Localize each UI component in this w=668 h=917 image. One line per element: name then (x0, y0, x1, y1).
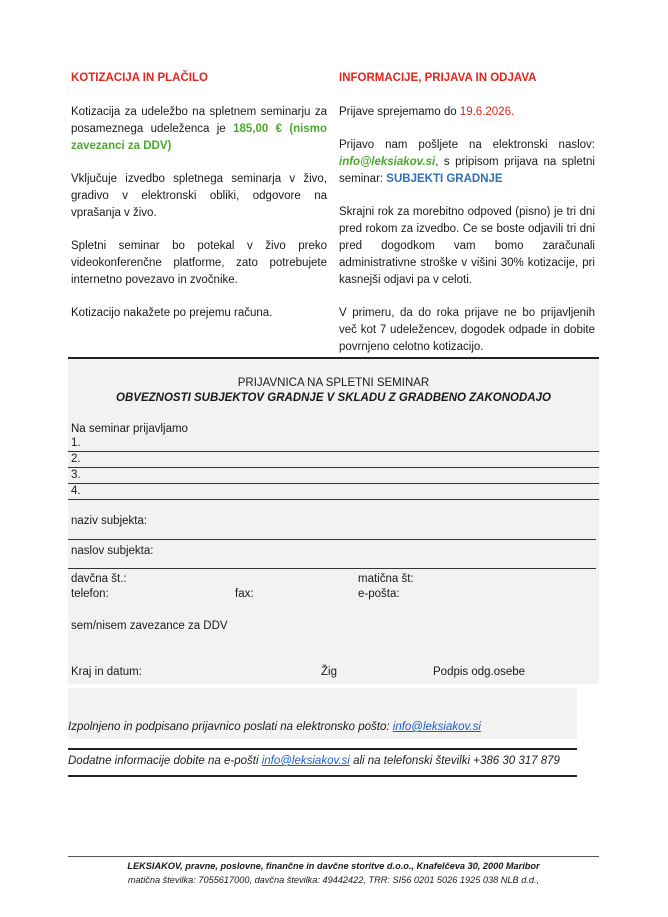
form-subtitle: OBVEZNOSTI SUBJEKTOV GRADNJE V SKLADU Z GRADBENO ZAKONODAJO (116, 392, 551, 404)
send-instructions (68, 721, 577, 733)
payment-paragraph: Kotizacijo nakažete po prejemu računa. (71, 307, 273, 319)
email-label: e-pošta: (358, 588, 400, 600)
participant-3-line[interactable] (68, 483, 599, 484)
deadline-paragraph (339, 104, 595, 121)
participants-label: Na seminar prijavljamo (71, 423, 188, 435)
participant-row-number: 4. (71, 485, 81, 497)
subject-note: SUBJEKTI GRADNJE (386, 173, 503, 185)
participant-row-number: 1. (71, 437, 81, 449)
contact-phone-text: ali na telefonski številki +386 30 317 879 (349, 755, 560, 767)
footer-company: LEKSIAKOV, pravne, poslovne, finančne in davčne storitve d.o.o., Knafelčeva 30, 2000 Maribor (127, 861, 540, 871)
registration-email[interactable]: info@leksiakov.si (339, 156, 436, 168)
registration-section (339, 70, 595, 372)
stamp-label: Žig (321, 666, 337, 678)
registration-form (68, 357, 599, 684)
subject-address-label: naslov subjekta: (71, 545, 154, 557)
registration-heading: INFORMACIJE, PRIJAVA IN ODJAVA (339, 72, 537, 84)
subject-address-line[interactable] (68, 568, 596, 569)
subject-name-label: naziv subjekta: (71, 515, 148, 527)
includes-paragraph: Vključuje izvedbo spletnega seminarja v živo, gradivo v elektronski obliki, odgovore na vprašanja v živo. (71, 173, 327, 219)
contact-text: Dodatne informacije dobite na e-pošti (68, 755, 262, 767)
minimum-participants-paragraph: V primeru, da do roka prijave ne bo prijavljenih več kot 7 udeležencev, dogodek odpade in dobite povrnjeno celotno kotizacijo. (339, 307, 595, 353)
price-value: 185,00 € (nismo zavezanci za DDV) (71, 123, 328, 152)
pricing-paragraph (71, 104, 327, 155)
deadline-text: Prijave sprejemamo do (339, 106, 460, 118)
fax-label: fax: (235, 588, 254, 600)
email-note: , s pripisom prijava na spletni seminar: (339, 156, 595, 185)
divider-bottom (68, 775, 577, 777)
footer-rule (68, 856, 599, 857)
participant-row-number: 3. (71, 469, 81, 481)
place-date-label: Kraj in datum: (71, 666, 142, 678)
subject-name-line[interactable] (68, 539, 596, 540)
send-instructions-text: Izpolnjeno in podpisano prijavnico poslati na elektronsko pošto: (68, 721, 393, 733)
footer-registration: matična številka: 7055617000, davčna številka: 49442422, TRR: SI56 0201 5026 1925 038 NLB d.d., (127, 875, 540, 885)
participant-1-line[interactable] (68, 451, 599, 452)
participant-4-line[interactable] (68, 499, 599, 500)
form-title: PRIJAVNICA NA SPLETNI SEMINAR (237, 377, 430, 389)
cancellation-paragraph: Skrajni rok za morebitno odpoved (pisno) je tri dni pred rokom za izvedbo. Ce se boste odjavili tri dni pred dogodkom vam bomo zaračunali administrativne stroške v višini 30% kotizacije, pri kasnejši odjavi pa v celoti. (339, 206, 595, 286)
pricing-heading: KOTIZACIJA IN PLAČILO (71, 72, 208, 84)
signature-label: Podpis odg.osebe (433, 666, 526, 678)
deadline-date: 19.6.2026. (459, 106, 515, 118)
pricing-section (71, 70, 327, 338)
email-paragraph (339, 137, 595, 188)
contact-email-link[interactable]: info@leksiakov.si (261, 755, 350, 767)
participant-row-number: 2. (71, 453, 81, 465)
email-text: Prijavo nam pošljete na elektronski naslov: (339, 139, 595, 151)
pricing-text: Kotizacija za udeležbo na spletnem seminarju za posameznega udeleženca je (71, 106, 327, 135)
tax-number-label: davčna št.: (71, 573, 127, 585)
platform-paragraph: Spletni seminar bo potekal v živo preko videokonferenčne platforme, zato potrebujete internetno povezavo in zvočnike. (71, 240, 327, 286)
registration-number-label: matična št: (358, 573, 414, 585)
divider-top (68, 748, 577, 750)
phone-label: telefon: (71, 588, 109, 600)
participant-2-line[interactable] (68, 467, 599, 468)
send-email-link[interactable]: info@leksiakov.si (392, 721, 481, 733)
contact-info (68, 755, 577, 767)
vat-status-label: sem/nisem zavezance za DDV (71, 620, 228, 632)
